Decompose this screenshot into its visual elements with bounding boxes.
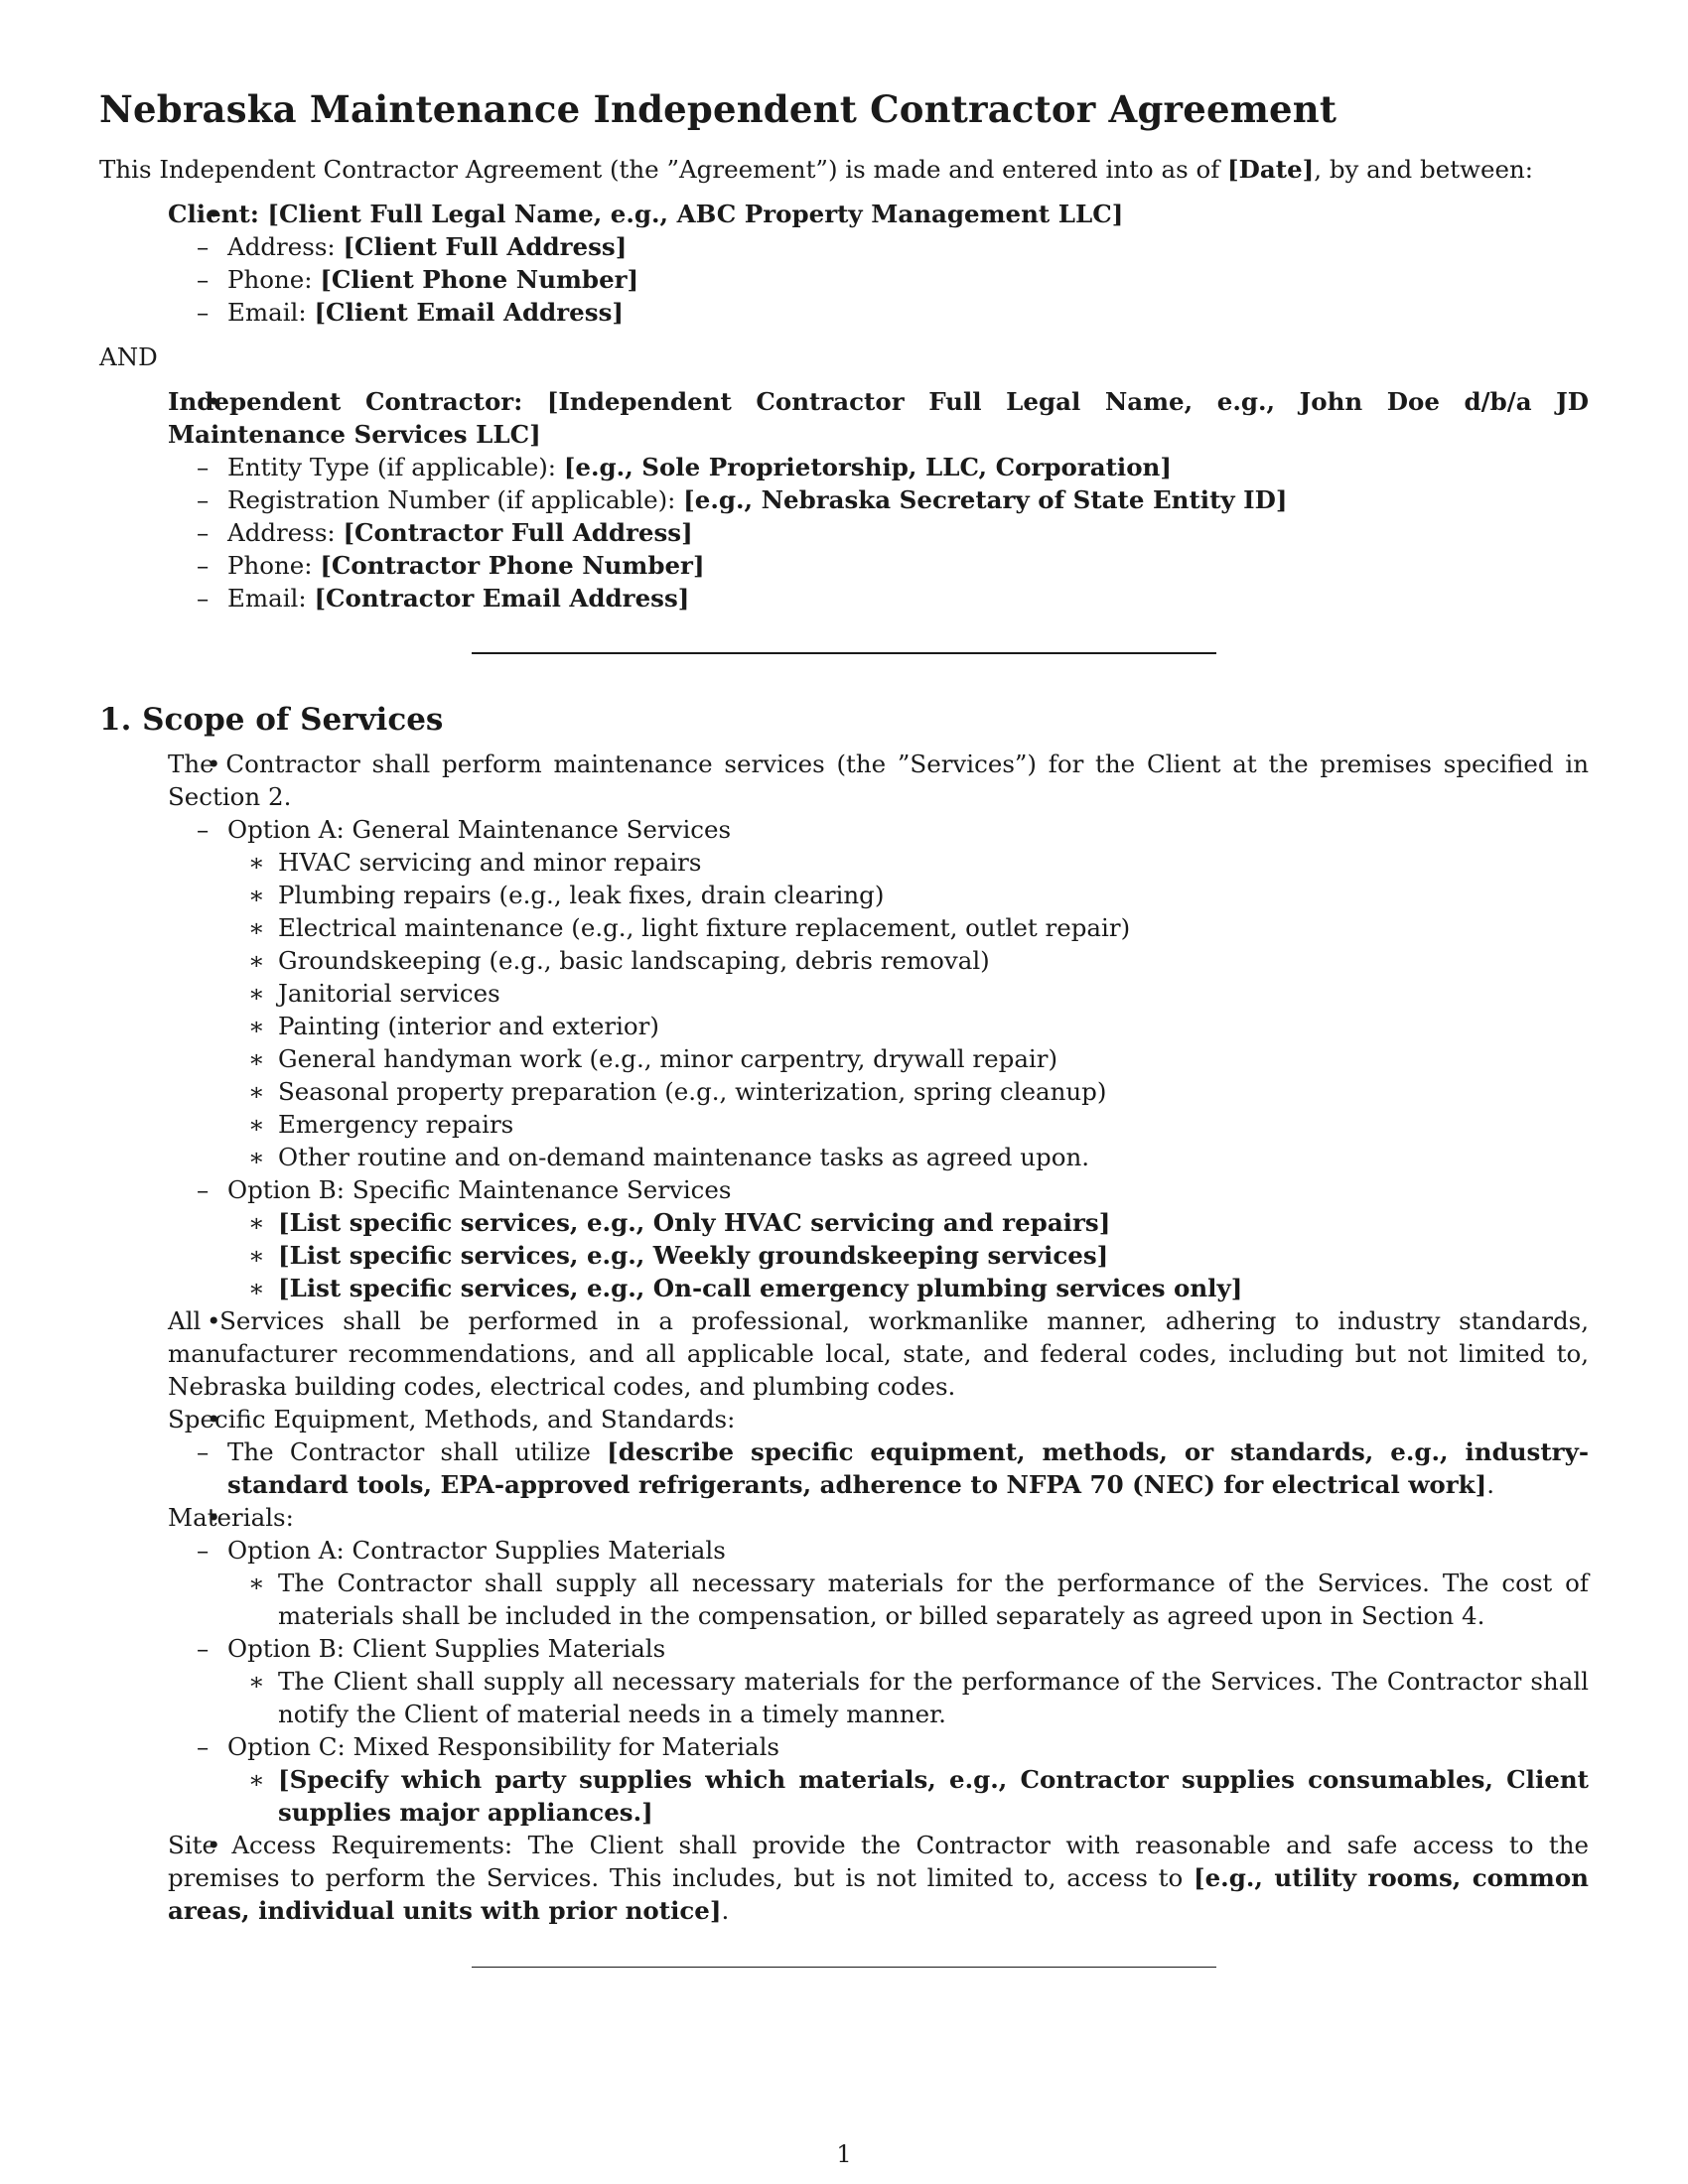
option-a-item (227, 813, 1589, 1173)
materials-options (168, 1534, 1589, 1829)
materials-option-c-list (227, 1763, 1589, 1829)
intro-paragraph (99, 153, 1589, 186)
standards-item: • All Services shall be performed in a professional, workmanlike manner, adhering to industry standards, manufacturer recommendations, and all applicable local, state, and federal codes, including but not limited to, Nebraska building codes, electrical codes, and plumbing codes. (168, 1304, 1589, 1403)
list-item: ∗ The Client shall supply all necessary materials for the performance of the Services. The Contractor shall notify the Client of material needs in a timely manner. (278, 1665, 1589, 1730)
materials-option-c-text: [Specify which party supplies which materials, e.g., Contractor supplies consumables, Client supplies major appliances.] (278, 1765, 1589, 1827)
section-heading-scope: 1. Scope of Services (99, 702, 444, 738)
contractor-name: [Independent Contractor Full Legal Name, e.g., John Doe d/b/a JD Maintenance Services LLC] (168, 387, 1589, 449)
date-placeholder: [Date] (1227, 155, 1315, 184)
list-item (278, 1272, 1589, 1304)
contractor-label: Independent Contractor: (168, 387, 547, 416)
client-label: Client: (168, 200, 268, 228)
client-name: [Client Full Legal Name, e.g., ABC Property Management LLC] (267, 200, 1124, 228)
contractor-item (168, 385, 1589, 614)
site-access-placeholder: [e.g., utility rooms, common areas, individual units with prior notice] (168, 1863, 1589, 1925)
list-item: ∗ General handyman work (e.g., minor carpentry, drywall repair) (278, 1042, 1589, 1075)
document-page (99, 87, 1589, 1968)
specific-service-text: [List specific services, e.g., On-call emergency plumbing services only] (278, 1274, 1243, 1302)
list-item: ∗ The Contractor shall supply all necessary materials for the performance of the Services. The cost of materials shall be included in the compensation, or billed separately as agreed upon in Section 4. (278, 1567, 1589, 1632)
page-number: 1 (836, 2140, 852, 2168)
materials-label: Materials: (168, 1503, 294, 1532)
client-email-label: Email: (227, 298, 315, 327)
and-separator: AND (99, 342, 158, 371)
list-item: ∗ Groundskeeping (e.g., basic landscaping, debris removal) (278, 944, 1589, 977)
list-item: ∗ Plumbing repairs (e.g., leak fixes, drain clearing) (278, 879, 1589, 911)
equipment-label: Specific Equipment, Methods, and Standards: (168, 1405, 736, 1433)
client-phone (227, 263, 1589, 296)
service-options (168, 813, 1589, 1304)
intro-tail: , by and between: (1314, 155, 1534, 184)
equipment-item (168, 1403, 1589, 1501)
materials-option-a (227, 1534, 1589, 1632)
materials-option-b-list (227, 1665, 1589, 1730)
contractor-reg-label: Registration Number (if applicable): (227, 485, 684, 514)
list-item (278, 1239, 1589, 1272)
contractor-email (227, 582, 1589, 614)
document-title: Nebraska Maintenance Independent Contractor Agreement (99, 87, 1337, 131)
list-item: ∗ Painting (interior and exterior) (278, 1010, 1589, 1042)
client-address-label: Address: (227, 232, 344, 261)
contractor-phone-label: Phone: (227, 551, 321, 580)
list-item (278, 1206, 1589, 1239)
specific-service-text: [List specific services, e.g., Weekly groundskeeping services] (278, 1241, 1109, 1270)
contractor-address (227, 516, 1589, 549)
client-item (168, 198, 1589, 329)
list-item: ∗ Seasonal property preparation (e.g., winterization, spring cleanup) (278, 1075, 1589, 1108)
equipment-details (168, 1435, 1589, 1501)
client-phone-value: [Client Phone Number] (320, 265, 639, 294)
client-email (227, 296, 1589, 329)
contractor-list (99, 385, 1589, 614)
client-email-value: [Client Email Address] (314, 298, 624, 327)
materials-item (168, 1501, 1589, 1829)
equipment-text: The Contractor shall utilize (227, 1437, 608, 1466)
services-item (168, 748, 1589, 1304)
materials-option-a-list (227, 1567, 1589, 1632)
materials-option-a-label: Option A: Contractor Supplies Materials (227, 1536, 726, 1565)
services-intro: The Contractor shall perform maintenance services (the ”Services”) for the Client at the premises specified in Section 2. (168, 750, 1589, 811)
materials-option-b-label: Option B: Client Supplies Materials (227, 1634, 666, 1663)
intro-text: This Independent Contractor Agreement (the ”Agreement”) is made and entered into as of (99, 155, 1228, 184)
contractor-phone-value: [Contractor Phone Number] (320, 551, 705, 580)
contractor-address-label: Address: (227, 518, 344, 547)
site-access-item (168, 1829, 1589, 1927)
site-access-tail: . (721, 1896, 730, 1925)
option-a-label: Option A: General Maintenance Services (227, 815, 732, 844)
client-list (99, 198, 1589, 329)
scope-list (99, 748, 1589, 1927)
equipment-detail (227, 1435, 1589, 1501)
list-item: ∗ Electrical maintenance (e.g., light fixture replacement, outlet repair) (278, 911, 1589, 944)
contractor-reg-value: [e.g., Nebraska Secretary of State Entity ID] (683, 485, 1288, 514)
specific-service-text: [List specific services, e.g., Only HVAC servicing and repairs] (278, 1208, 1111, 1237)
list-item: ∗ HVAC servicing and minor repairs (278, 846, 1589, 879)
specific-services-list (227, 1206, 1589, 1304)
contractor-entity-label: Entity Type (if applicable): (227, 453, 564, 481)
client-phone-label: Phone: (227, 265, 321, 294)
materials-option-b (227, 1632, 1589, 1730)
horizontal-rule (472, 1967, 1216, 1968)
general-services-list (227, 846, 1589, 1173)
horizontal-rule (472, 652, 1216, 654)
contractor-details (168, 451, 1589, 614)
materials-option-c-label: Option C: Mixed Responsibility for Materials (227, 1732, 779, 1761)
list-item: ∗ Janitorial services (278, 977, 1589, 1010)
contractor-entity-value: [e.g., Sole Proprietorship, LLC, Corporation] (563, 453, 1172, 481)
contractor-phone (227, 549, 1589, 582)
contractor-email-value: [Contractor Email Address] (314, 584, 690, 613)
list-item: ∗ Emergency repairs (278, 1108, 1589, 1141)
option-b-item (227, 1173, 1589, 1304)
client-details (168, 230, 1589, 329)
materials-option-c (227, 1730, 1589, 1829)
contractor-entity (227, 451, 1589, 483)
contractor-address-value: [Contractor Full Address] (343, 518, 693, 547)
list-item (278, 1763, 1589, 1829)
equipment-tail: . (1486, 1470, 1495, 1499)
list-item: ∗ Other routine and on-demand maintenance tasks as agreed upon. (278, 1141, 1589, 1173)
option-b-label: Option B: Specific Maintenance Services (227, 1175, 732, 1204)
client-address (227, 230, 1589, 263)
client-address-value: [Client Full Address] (343, 232, 628, 261)
site-access-text: Site Access Requirements: The Client shall provide the Contractor with reasonable and safe access to the premises to perform the Services. This includes, but is not limited to, access to (168, 1831, 1589, 1892)
contractor-registration (227, 483, 1589, 516)
equipment-placeholder: [describe specific equipment, methods, or standards, e.g., industry-standard tools, EPA-approved refrigerants, adherence to NFPA 70 (NEC) for electrical work] (227, 1437, 1589, 1499)
contractor-email-label: Email: (227, 584, 315, 613)
